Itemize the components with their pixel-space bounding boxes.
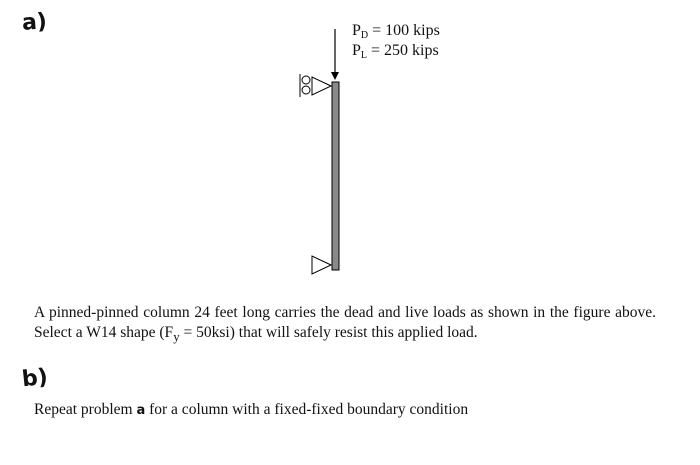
bottom-pin-support [312, 256, 331, 274]
column-member [332, 82, 339, 270]
handwritten-problem-ref: a [136, 403, 146, 418]
problem-a-statement: A pinned-pinned column 24 feet long carries the dead and live loads as shown in the figure above. Select a W14 shape $(F_y = 50ksi)$ that will safely resist this applied load. [34, 304, 656, 345]
part-b-label: b) [20, 364, 50, 393]
top-roller-support [300, 74, 331, 97]
load-arrow [331, 29, 339, 80]
part-a-label: a) [21, 9, 48, 36]
live-load-label: $P_L = 250$ kips [352, 42, 439, 61]
problem-b-statement: Repeat problem a for a column with a fixed-fixed boundary condition [34, 401, 469, 418]
dead-load-label: $P_D = 100$ kips [352, 22, 440, 41]
